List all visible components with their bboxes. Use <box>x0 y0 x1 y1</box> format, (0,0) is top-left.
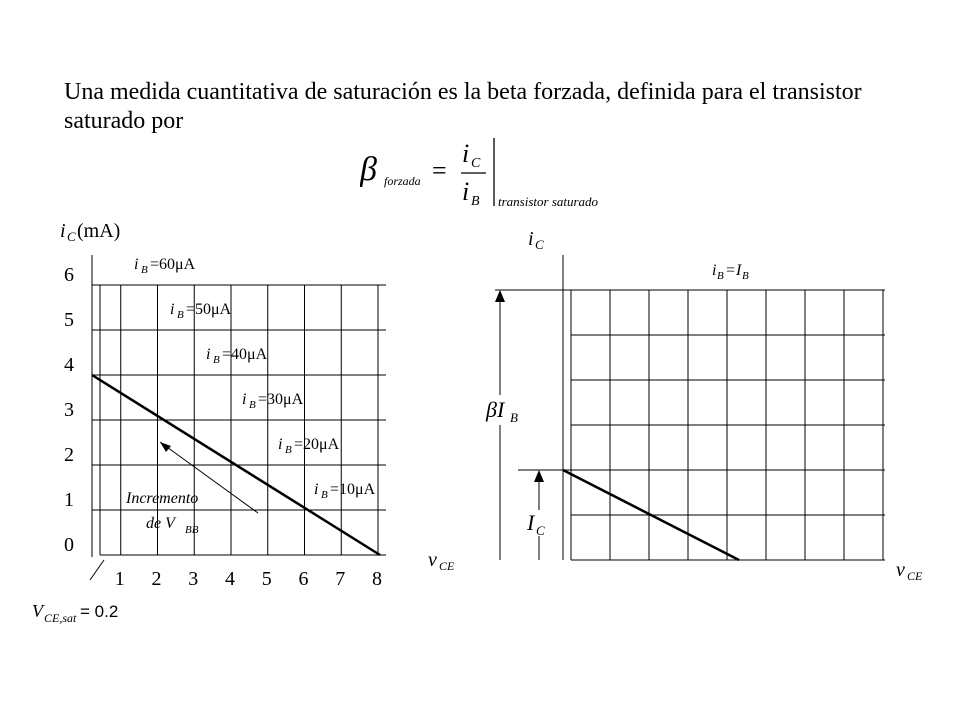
formula-denominator-var: i <box>462 177 470 206</box>
left-ylabel-unit: (mA) <box>77 220 121 242</box>
left-y-tick-label: 3 <box>64 399 74 421</box>
left-x-tick-label: 7 <box>335 568 346 590</box>
right-curve-label-eq: = <box>726 262 736 279</box>
right-xlabel-sub: CE <box>907 569 923 583</box>
intro-text: Una medida cuantitativa de saturación es la beta forzada, definida para el transistor saturado por <box>64 79 862 134</box>
left-ylabel-sub: C <box>67 229 76 244</box>
ic-dimension <box>524 470 558 560</box>
left-curve-label-sub: B <box>213 354 220 366</box>
left-curve-label-sub: B <box>285 444 292 456</box>
increment-label-sub: BB <box>185 524 199 536</box>
ic-label-sub: C <box>536 523 545 538</box>
right-curve-label-var2: I <box>736 262 742 279</box>
left-chart <box>64 255 386 590</box>
left-xlabel-sub: CE <box>439 559 455 573</box>
vce-sat-var: V <box>32 601 43 621</box>
left-curve-label-sub: B <box>141 264 148 276</box>
left-curve-label-var: i <box>134 256 139 273</box>
left-curve-label-value: =50μA <box>186 301 232 318</box>
left-x-tick-label: 6 <box>298 568 309 590</box>
right-xlabel-var: v <box>896 559 905 581</box>
left-curve-label-value: =60μA <box>150 256 196 273</box>
beta-ib-dimension <box>484 290 524 560</box>
left-x-tick-label: 2 <box>151 568 162 590</box>
left-ylabel-var: i <box>60 220 66 242</box>
formula-condition: transistor saturado <box>498 194 599 209</box>
left-x-axis-label <box>428 549 455 573</box>
formula-beta: β <box>360 151 377 188</box>
vce-sat-value: = 0.2 <box>80 602 119 621</box>
right-y-axis-label <box>528 228 544 252</box>
left-curve-label-var: i <box>170 301 175 318</box>
left-y-axis-label <box>60 220 120 244</box>
beta-ib-label-sub: B <box>510 410 518 425</box>
beta-ib-label: βI <box>486 397 505 422</box>
increment-label-line1: Incremento <box>126 490 199 507</box>
left-x-tick-label: 4 <box>225 568 235 590</box>
formula-equals: = <box>432 156 447 185</box>
left-curve-label-value: =10μA <box>330 481 376 498</box>
left-y-tick-label: 1 <box>64 489 74 511</box>
left-y-tick-label: 0 <box>64 534 74 556</box>
increment-label-line2: de V <box>146 515 175 532</box>
formula-beta-sub: forzada <box>384 174 421 188</box>
left-curve-label-var: i <box>206 346 211 363</box>
left-curve-label-var: i <box>278 436 283 453</box>
left-curve-label-var: i <box>242 391 247 408</box>
right-ylabel-sub: C <box>535 237 544 252</box>
left-curve-label-var: i <box>314 481 319 498</box>
formula-numerator-var: i <box>462 139 470 168</box>
left-y-tick-label: 5 <box>64 309 74 331</box>
right-curve-label-sub: B <box>717 270 724 282</box>
increment-arrow-head <box>160 442 171 452</box>
left-curve-label-sub: B <box>249 399 256 411</box>
left-y-tick-label: 6 <box>64 264 74 286</box>
ic-label: I <box>527 510 535 535</box>
left-curve-label-sub: B <box>177 309 184 321</box>
left-x-tick-label: 5 <box>261 568 272 590</box>
right-x-axis-label <box>896 559 923 583</box>
left-xlabel-var: v <box>428 549 437 571</box>
left-curve-label-value: =40μA <box>222 346 268 363</box>
beta-ib-arrow-head <box>495 290 505 302</box>
left-x-tick-label: 8 <box>372 568 382 590</box>
right-ylabel-var: i <box>528 228 534 250</box>
vce-sat-annotation <box>32 560 118 625</box>
ic-arrow-head <box>534 470 544 482</box>
left-x-tick-label: 3 <box>188 568 199 590</box>
left-x-tick-label: 1 <box>114 568 125 590</box>
right-curve-label-var: i <box>712 262 717 279</box>
left-curve-label-value: =30μA <box>258 391 304 408</box>
vce-sat-pointer-line <box>90 560 104 580</box>
formula-numerator-sub: C <box>471 156 481 171</box>
left-curve-label-value: =20μA <box>294 436 340 453</box>
left-y-tick-label: 2 <box>64 444 74 466</box>
right-curve-label-sub2: B <box>742 270 749 282</box>
left-y-tick-label: 4 <box>64 354 74 376</box>
vce-sat-sub: CE,sat <box>44 611 77 625</box>
increment-annotation <box>125 442 258 536</box>
right-curve-label <box>712 262 749 282</box>
left-curve-label-sub: B <box>321 489 328 501</box>
formula-denominator-sub: B <box>471 194 480 209</box>
